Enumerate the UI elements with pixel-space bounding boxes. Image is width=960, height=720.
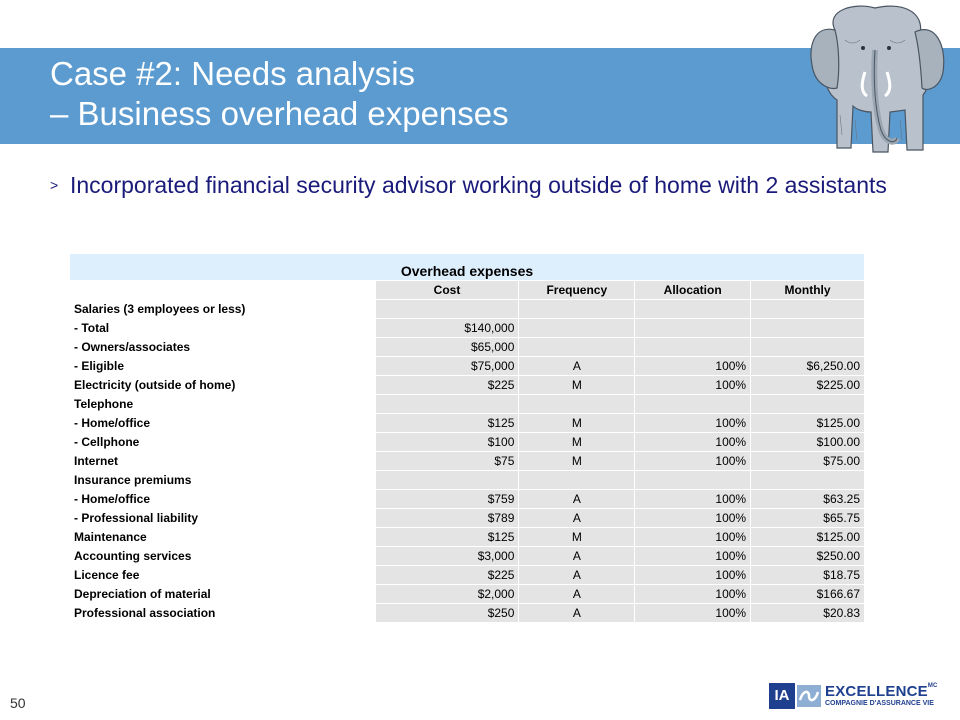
row-label-cell: Depreciation of material xyxy=(70,585,376,604)
monthly-cell: $125.00 xyxy=(751,528,865,547)
bullet-text: Incorporated financial security advisor working outside of home with 2 assistants xyxy=(70,172,887,198)
row-label-cell: Internet xyxy=(70,452,376,471)
cost-cell: $2,000 xyxy=(375,585,519,604)
allocation-cell: 100% xyxy=(635,452,751,471)
monthly-cell xyxy=(751,319,865,338)
allocation-cell xyxy=(635,338,751,357)
allocation-cell xyxy=(635,395,751,414)
table-row xyxy=(70,300,865,319)
cost-cell: $125 xyxy=(375,528,519,547)
monthly-cell xyxy=(751,338,865,357)
column-header-cost: Cost xyxy=(375,281,519,300)
table-row xyxy=(70,585,865,604)
cost-cell xyxy=(375,300,519,319)
frequency-cell: M xyxy=(519,414,635,433)
monthly-cell: $125.00 xyxy=(751,414,865,433)
frequency-cell: M xyxy=(519,433,635,452)
cost-cell: $789 xyxy=(375,509,519,528)
cost-cell: $140,000 xyxy=(375,319,519,338)
table-row xyxy=(70,471,865,490)
cost-cell xyxy=(375,395,519,414)
slide-title-line-2: – Business overhead expenses xyxy=(50,95,509,132)
row-label-cell: - Eligible xyxy=(70,357,376,376)
column-header xyxy=(70,281,376,300)
logo-mark: IA xyxy=(769,683,795,709)
row-label-cell: Salaries (3 employees or less) xyxy=(70,300,376,319)
cost-cell: $75,000 xyxy=(375,357,519,376)
frequency-cell: M xyxy=(519,376,635,395)
table-row xyxy=(70,604,865,623)
cost-cell: $125 xyxy=(375,414,519,433)
column-header-monthly: Monthly xyxy=(751,281,865,300)
frequency-cell: M xyxy=(519,528,635,547)
cost-cell: $759 xyxy=(375,490,519,509)
frequency-cell: M xyxy=(519,452,635,471)
cost-cell xyxy=(375,471,519,490)
allocation-cell: 100% xyxy=(635,433,751,452)
company-logo xyxy=(769,683,939,713)
allocation-cell: 100% xyxy=(635,566,751,585)
table-row xyxy=(70,319,865,338)
frequency-cell: A xyxy=(519,604,635,623)
monthly-cell: $75.00 xyxy=(751,452,865,471)
table-row xyxy=(70,414,865,433)
table-body xyxy=(70,300,865,623)
row-label-cell: Licence fee xyxy=(70,566,376,585)
logo-subtitle: COMPAGNIE D'ASSURANCE VIE xyxy=(825,700,934,707)
frequency-cell: A xyxy=(519,357,635,376)
row-label-cell: - Owners/associates xyxy=(70,338,376,357)
frequency-cell xyxy=(519,319,635,338)
bullet-marker: > xyxy=(50,177,59,193)
slide-title-line-1: Case #2: Needs analysis xyxy=(50,55,416,92)
row-label-cell: - Home/office xyxy=(70,490,376,509)
cost-cell: $75 xyxy=(375,452,519,471)
bullet-point xyxy=(50,170,910,201)
row-label-cell: Accounting services xyxy=(70,547,376,566)
frequency-cell xyxy=(519,300,635,319)
table-row xyxy=(70,528,865,547)
overhead-expenses-table xyxy=(69,253,865,623)
row-label-cell: Insurance premiums xyxy=(70,471,376,490)
page-number: 50 xyxy=(10,695,26,711)
table-row xyxy=(70,376,865,395)
row-label-cell: Maintenance xyxy=(70,528,376,547)
allocation-cell: 100% xyxy=(635,528,751,547)
table-row xyxy=(70,509,865,528)
monthly-cell: $6,250.00 xyxy=(751,357,865,376)
cost-cell: $65,000 xyxy=(375,338,519,357)
slide-title xyxy=(50,54,509,134)
monthly-cell xyxy=(751,395,865,414)
allocation-cell: 100% xyxy=(635,414,751,433)
table-row xyxy=(70,547,865,566)
frequency-cell: A xyxy=(519,566,635,585)
table-row xyxy=(70,357,865,376)
allocation-cell: 100% xyxy=(635,604,751,623)
column-header-allocation: Allocation xyxy=(635,281,751,300)
cost-cell: $225 xyxy=(375,376,519,395)
table-row xyxy=(70,338,865,357)
frequency-cell: A xyxy=(519,490,635,509)
cost-cell: $225 xyxy=(375,566,519,585)
table-row xyxy=(70,452,865,471)
row-label-cell: - Total xyxy=(70,319,376,338)
frequency-cell: A xyxy=(519,547,635,566)
monthly-cell: $250.00 xyxy=(751,547,865,566)
frequency-cell: A xyxy=(519,509,635,528)
allocation-cell xyxy=(635,471,751,490)
allocation-cell: 100% xyxy=(635,585,751,604)
frequency-cell xyxy=(519,338,635,357)
cost-cell: $3,000 xyxy=(375,547,519,566)
table-title: Overhead expenses xyxy=(70,254,865,281)
row-label-cell: - Home/office xyxy=(70,414,376,433)
frequency-cell: A xyxy=(519,585,635,604)
table-header-row xyxy=(70,281,865,300)
monthly-cell: $100.00 xyxy=(751,433,865,452)
monthly-cell xyxy=(751,471,865,490)
logo-brand: EXCELLENCE xyxy=(825,683,928,700)
row-label-cell: - Professional liability xyxy=(70,509,376,528)
allocation-cell: 100% xyxy=(635,357,751,376)
frequency-cell xyxy=(519,395,635,414)
monthly-cell: $65.75 xyxy=(751,509,865,528)
table-title-row xyxy=(70,254,865,281)
row-label-cell: Electricity (outside of home) xyxy=(70,376,376,395)
elephant-illustration xyxy=(795,0,955,165)
allocation-cell: 100% xyxy=(635,490,751,509)
allocation-cell xyxy=(635,300,751,319)
table-row xyxy=(70,395,865,414)
swirl-icon xyxy=(797,685,821,707)
allocation-cell: 100% xyxy=(635,547,751,566)
logo-trademark: MC xyxy=(927,683,938,689)
cost-cell: $250 xyxy=(375,604,519,623)
row-label-cell: - Cellphone xyxy=(70,433,376,452)
monthly-cell: $18.75 xyxy=(751,566,865,585)
allocation-cell: 100% xyxy=(635,509,751,528)
table-row xyxy=(70,566,865,585)
column-header-frequency: Frequency xyxy=(519,281,635,300)
monthly-cell: $63.25 xyxy=(751,490,865,509)
monthly-cell: $225.00 xyxy=(751,376,865,395)
table-row xyxy=(70,490,865,509)
row-label-cell: Professional association xyxy=(70,604,376,623)
cost-cell: $100 xyxy=(375,433,519,452)
monthly-cell: $166.67 xyxy=(751,585,865,604)
allocation-cell xyxy=(635,319,751,338)
table-row xyxy=(70,433,865,452)
monthly-cell xyxy=(751,300,865,319)
row-label-cell: Telephone xyxy=(70,395,376,414)
allocation-cell: 100% xyxy=(635,376,751,395)
frequency-cell xyxy=(519,471,635,490)
monthly-cell: $20.83 xyxy=(751,604,865,623)
logo-brand-wrap xyxy=(825,683,938,700)
